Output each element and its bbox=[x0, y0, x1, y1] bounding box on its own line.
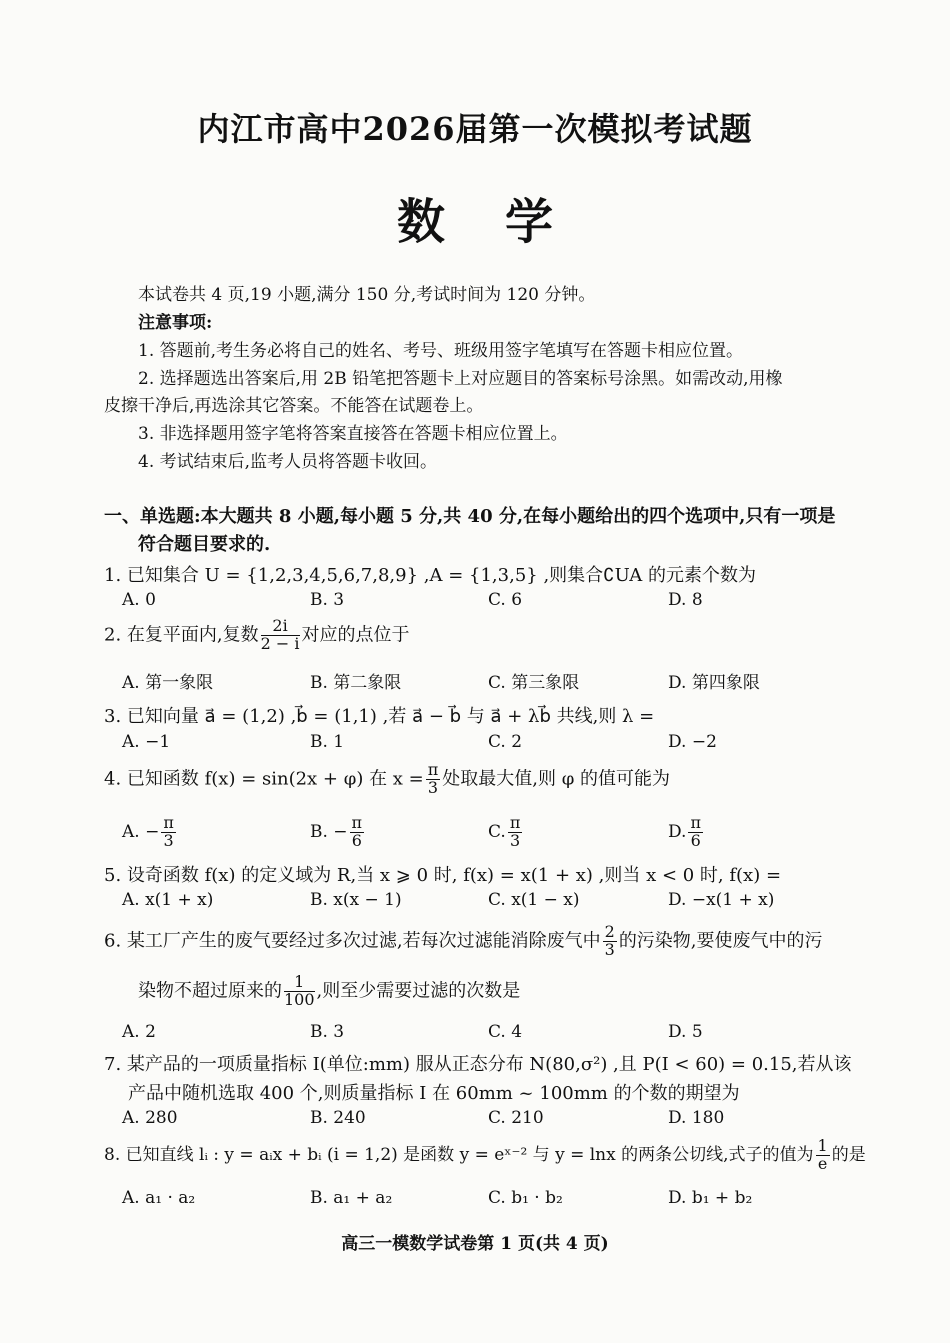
q8-option-b: B. a₁ + a₂ bbox=[310, 1188, 393, 1208]
q6-option-d: D. 5 bbox=[668, 1022, 703, 1042]
q8-option-c: C. b₁ · b₂ bbox=[488, 1188, 563, 1208]
note-item: 4. 考试结束后,监考人员将答题卡收回。 bbox=[138, 452, 438, 472]
q5-option-a: A. x(1 + x) bbox=[122, 890, 214, 910]
q2-option-d: D. 第四象限 bbox=[668, 673, 760, 693]
q4-option-a: A. − $\frac{\pi}{3}$ bbox=[122, 813, 174, 850]
q2-stem-post: 对应的点位于 bbox=[301, 624, 410, 646]
note-item: 皮擦干净后,再选涂其它答案。不能答在试题卷上。 bbox=[104, 396, 484, 416]
question-1-stem: 1. 已知集合 U = {1,2,3,4,5,6,7,8,9} ,A = {1,3,5} ,则集合∁UA 的元素个数为 bbox=[104, 565, 756, 586]
question-3-stem: 3. 已知向量 a⃗ = (1,2) ,b⃗ = (1,1) ,若 a⃗ − b⃗ 与 a⃗ + λb⃗ 共线,则 λ = bbox=[104, 706, 655, 727]
q4-option-d: D. $\frac{\pi}{6}$ bbox=[668, 813, 701, 850]
q5-option-c: C. x(1 − x) bbox=[488, 890, 580, 910]
q2-option-a: A. 第一象限 bbox=[122, 673, 214, 693]
q4-option-c: C. $\frac{\pi}{3}$ bbox=[488, 813, 521, 850]
q5-option-d: D. −x(1 + x) bbox=[668, 890, 775, 910]
q3-option-c: C. 2 bbox=[488, 732, 523, 752]
note-item: 1. 答题前,考生务必将自己的姓名、考号、班级用签字笔填写在答题卡相应位置。 bbox=[138, 341, 744, 361]
q4-stem-pre: 4. 已知函数 f(x) = sin(2x + φ) 在 x = bbox=[104, 768, 424, 790]
q5-option-b: B. x(x − 1) bbox=[310, 890, 402, 910]
q4-fraction bbox=[426, 762, 441, 797]
q7-option-c: C. 210 bbox=[488, 1108, 544, 1128]
q2-fraction bbox=[261, 618, 300, 653]
question-7-stem-cont: 产品中随机选取 400 个,则质量指标 I 在 60mm ~ 100mm 的个数的期望为 bbox=[128, 1083, 740, 1104]
q2-frac-num: 2i bbox=[261, 618, 300, 636]
q7-option-a: A. 280 bbox=[122, 1108, 178, 1128]
q2-option-c: C. 第三象限 bbox=[488, 673, 580, 693]
q3-option-a: A. −1 bbox=[122, 732, 171, 752]
q6-option-b: B. 3 bbox=[310, 1022, 345, 1042]
q1-option-c: C. 6 bbox=[488, 590, 523, 610]
subject-title: 数学 bbox=[396, 194, 613, 250]
question-2-stem bbox=[104, 618, 410, 653]
section-heading: 一、单选题:本大题共 8 小题,每小题 5 分,共 40 分,在每小题给出的四个选项中,只有一项是 bbox=[104, 506, 836, 527]
note-item: 2. 选择题选出答案后,用 2B 铅笔把答题卡上对应题目的答案标号涂黑。如需改动,用橡 bbox=[138, 369, 783, 389]
question-6-stem: 6. 某工厂产生的废气要经过多次过滤,若每次过滤能消除废气中 $\frac{2}{3}$ 的污染物,要使废气中的污 bbox=[104, 922, 823, 959]
q8-fraction: $\frac{1}{e}$ bbox=[817, 1136, 828, 1173]
q3-option-b: B. 1 bbox=[310, 732, 345, 752]
exam-title: 内江市高中2026届第一次模拟考试题 bbox=[197, 110, 753, 148]
q4-stem-post: 处取最大值,则 φ 的值可能为 bbox=[442, 768, 671, 790]
note-item: 3. 非选择题用签字笔将答案直接答在答题卡相应位置上。 bbox=[138, 424, 568, 444]
q6-option-c: C. 4 bbox=[488, 1022, 523, 1042]
notes-heading: 注意事项: bbox=[138, 313, 213, 333]
q6-option-a: A. 2 bbox=[122, 1022, 156, 1042]
q2-stem-pre: 2. 在复平面内,复数 bbox=[104, 624, 259, 646]
q7-option-b: B. 240 bbox=[310, 1108, 366, 1128]
q4-frac-den: 3 bbox=[427, 777, 439, 797]
question-6-stem-cont: 染物不超过原来的 $\frac{1}{100}$ ,则至少需要过滤的次数是 bbox=[138, 972, 521, 1009]
q6-fraction: $\frac{2}{3}$ bbox=[604, 922, 615, 959]
q1-option-d: D. 8 bbox=[668, 590, 703, 610]
q8-option-a: A. a₁ · a₂ bbox=[122, 1188, 196, 1208]
page-footer: 高三一模数学试卷第 1 页(共 4 页) bbox=[341, 1234, 609, 1254]
q2-frac-den: 2 − i bbox=[260, 633, 300, 653]
q7-option-d: D. 180 bbox=[668, 1108, 725, 1128]
exam-intro: 本试卷共 4 页,19 小题,满分 150 分,考试时间为 120 分钟。 bbox=[138, 285, 596, 305]
q1-option-b: B. 3 bbox=[310, 590, 345, 610]
q4-frac-num: π bbox=[427, 760, 439, 779]
question-7-stem: 7. 某产品的一项质量指标 I(单位:mm) 服从正态分布 N(80,σ²) ,且 P(I < 60) = 0.15,若从该 bbox=[104, 1054, 852, 1075]
question-5-stem: 5. 设奇函数 f(x) 的定义域为 R,当 x ⩾ 0 时, f(x) = x(1 + x) ,则当 x < 0 时, f(x) = bbox=[104, 865, 782, 886]
q4-option-b: B. − $\frac{\pi}{6}$ bbox=[310, 813, 363, 850]
q8-option-d: D. b₁ + b₂ bbox=[668, 1188, 753, 1208]
question-8-stem: 8. 已知直线 lᵢ : y = aᵢx + bᵢ (i = 1,2) 是函数 y = eˣ⁻² 与 y = lnx 的两条公切线,式子的值为 $\frac{1}{e}$ 的是 bbox=[104, 1136, 866, 1173]
q2-option-b: B. 第二象限 bbox=[310, 673, 402, 693]
question-4-stem bbox=[104, 762, 670, 797]
q1-option-a: A. 0 bbox=[122, 590, 156, 610]
q3-option-d: D. −2 bbox=[668, 732, 717, 752]
section-heading-cont: 符合题目要求的. bbox=[138, 534, 271, 555]
q6-fraction-2: $\frac{1}{100}$ bbox=[284, 972, 315, 1009]
